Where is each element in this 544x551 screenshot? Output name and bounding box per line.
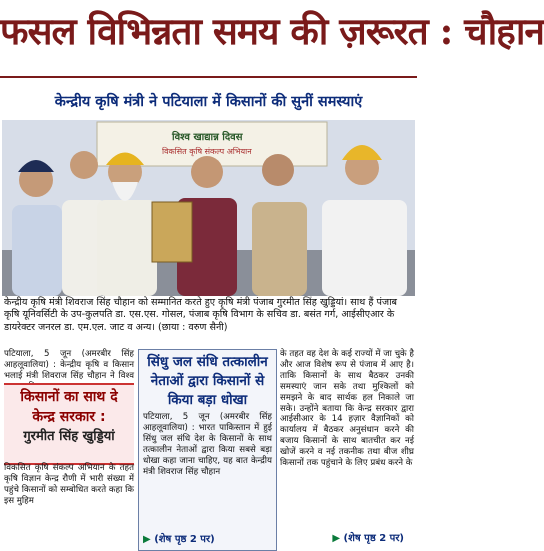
sidebar-story-title: सिंधु जल संधि तत्कालीन नेताओं द्वारा किसानों से किया बड़ा धोखा: [147, 354, 268, 408]
pull-quote-subtitle: केन्द्र सरकार :: [32, 409, 106, 425]
sidebar-story-body: पटियाला, 5 जून (अमरबीर सिंह आहलूवालिया) : भारत पाकिस्तान में हुई सिंधु जल संधि देश के किसानों के साथ तत्कालीन नेताओं द्वारा किया सबसे बड़ा धोखा कहा जाना चाहिए, यह बात केन्द्रीय मंत्री शिवराज सिंह चौहान: [143, 412, 272, 477]
column-3: [280, 349, 414, 549]
arrow-right-icon: ▶: [332, 533, 341, 544]
banner-line2: विकसित कृषि संकल्प अभियान: [162, 147, 252, 156]
photo-caption: केन्द्रीय कृषि मंत्री शिवराज सिंह चौहान को सम्मानित करते हुए कृषि मंत्री पंजाब गुरमीत सिंह खुड्डियां। साथ हैं पंजाब कृषि यूनिवर्सिटी के उप-कुलपति डा. एस.एस. गोसल, पंजाब कृषि विभाग के सचिव डा. बसंत गर्ग, आईसीएआर के डायरेक्टर जनरल डा. एम.एल. जाट व अन्य। (छाया : वरुण सैनी): [4, 297, 398, 333]
col3-body: के तहत वह देश के कई राज्यों में जा चुके है और आज विशेष रूप से पंजाब में आए है। ताकि किसानों के साथ बैठकर उनकी समस्याएं जान सके तथा मुश्किलों को समझने के बाद सार्थक हल निकाले जा सके। उन्होंने बताया कि केन्द्र सरकार द्वारा आईसीआर के 14 हज़ार वैज्ञानिकों को कार्यालय में बैठकर अनुसंधान करने की बजाय किसानों के साथ बातचीत कर नई खोजें करने व नई तकनीक तथा बीज शीघ्र किसानों तक पहुंचाने के लिए प्रबंध करने के: [280, 349, 414, 469]
headline: फसल विभिन्नता समय की ज़रूरत : चौहान: [0, 9, 544, 53]
col1-intro: पटियाला, 5 जून (अमरबीर सिंह आहलूवालिया) : केन्द्रीय कृषि व किसान भलाई मंत्री शिवराज सिंह चौहान ने विश्व: [4, 349, 134, 381]
col1-body: विकसित कृषि संकल्प अभियान के तहत कृषि विज्ञान केन्द्र रौणी में भारी संख्या में पहुंचे किसानों को सम्बोधित करते कहा कि इस मुहिम: [4, 463, 134, 506]
subheadline: केन्द्रीय कृषि मंत्री ने पटियाला में किसानों की सुनीं समस्याएं: [54, 94, 363, 110]
pull-quote-name: गुरमीत सिंह खुड्डियां: [23, 429, 115, 444]
photo-illustration: [2, 120, 415, 296]
arrow-right-icon: ▶: [143, 534, 151, 545]
column-1: [4, 349, 134, 549]
sidebar-story: [138, 349, 277, 551]
headline-rule: [0, 76, 417, 78]
continued-note: ▶ (शेष पृष्ठ 2 पर): [143, 534, 215, 545]
continued-note-2: ▶ (शेष पृष्ठ 2 पर): [332, 533, 404, 544]
news-photo: [2, 120, 415, 296]
pull-quote-title: किसानों का साथ दे: [20, 389, 118, 405]
banner-line1: विश्व खाद्यान्न दिवस: [172, 132, 243, 143]
pull-quote-box: [4, 383, 134, 465]
